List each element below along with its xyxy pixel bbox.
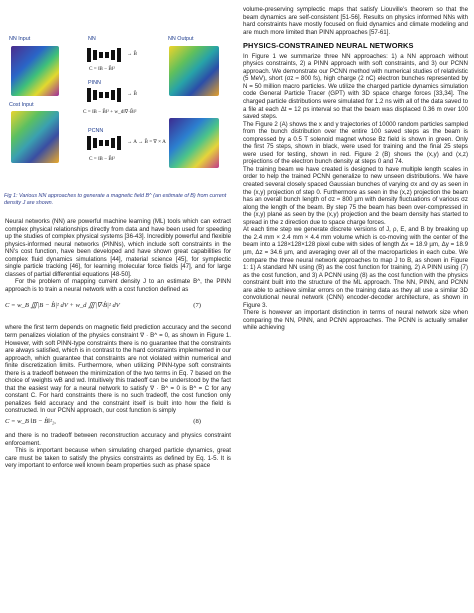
nn-output-label: NN Output <box>168 36 194 42</box>
equation-7-number: (7) <box>193 302 201 310</box>
equation-7 <box>5 294 231 322</box>
pinn-cost-equation: C = ‖B − B̂‖² + w_d‖∇·B̂‖² <box>83 109 137 115</box>
current-density-cube <box>11 46 59 96</box>
pinn-output-arrow: → B̂ <box>127 91 137 97</box>
right-paragraph-5: At each time step we generate discrete versions of J, ρ, E, and B by breaking up the 2.4 mm × 2.4 mm × 4.4 mm volume which is co-moving with the center of the beam into a 128×128×128 pixel cube with sides of length Δx = 18.9 µm, Δy = 18.9 µm, Δz = 34.6 µm, and averaging over all of the macroparticles in each cube. We compare the three neural network approaches to map J to B, as shown in Figure 1: 1) A standard NN using (B) as the cost function for training, 2) A PINN using (7) as the cost function, and 3) A PCNN using (8) as the cost function with the physics constraint built into the structure of the ML approach. The NN, PINN, and PCNN are able to achieve similar errors on the training data as they all use a similar 3D convolutional neural network (CNN) encoder-decoder architecture, as shown in Figure 3. <box>243 226 468 309</box>
equation-7-body: C = w_B ∭|B − B̂|² dV + w_d ∭|∇·B̂|² dV <box>5 302 120 310</box>
left-paragraph-1: Neural networks (NN) are powerful machine learning (ML) tools which can extract complex physical relationships directly from data and have been used for speeding up the studies of complex physical systems [36-43]. Incredibly powerful and flexible physics-informed neural networks (PINNs), which include soft constraints in the NN’s cost function, have been developed and have shown great capabilities for complex fluid dynamics simulations [44], material science [45], for symplectic single particle tracking [46], for learning molecular force fields [47], and for large classes of partial differential equations [48-50]. <box>5 218 231 278</box>
equation-8 <box>5 416 231 430</box>
left-paragraph-4: and there is no tradeoff between reconstruction accuracy and physics constraint enforcement. <box>5 432 231 447</box>
equation-8-number: (8) <box>193 418 201 426</box>
nn-network-icon <box>87 48 123 62</box>
pcnn-cost-equation: C = ‖B − B̂‖² <box>89 156 115 162</box>
magnetic-field-cube <box>169 46 219 96</box>
nn-output-arrow: → B̂ <box>127 51 137 57</box>
equation-8-body: C = w_B ‖B − B̂‖²₂, <box>5 418 56 426</box>
pcnn-curl-map: → A → B̂ = ∇ × A <box>127 139 166 145</box>
nn-cost-equation: C = ‖B − B̂‖² <box>89 66 115 72</box>
right-paragraph-1: volume-preserving symplectic maps that satisfy Liouville’s theorem so that the beam dynamics are self-consistent [51-56]. Results on physics informed NNs with hard constraints have mostly focused on fluid dynamics and climate modeling and are much more limited than PINN approaches [57-61]. <box>243 6 468 36</box>
left-paragraph-2: For the problem of mapping current density J to an estimate B^, the PINN approach is to train a neural network with a cost function defined as <box>5 278 231 293</box>
right-column <box>243 6 468 332</box>
right-paragraph-6: There is however an important distinction in terms of neural network size when comparing the NN, PINN, and PCNN approaches. The PCNN is actually smaller while achieving <box>243 309 468 332</box>
figure-1 <box>5 36 232 192</box>
right-paragraph-4: The training beam we have created is designed to have multiple length scales in order to help the trained PCNN generalize to new unseen distributions. We have created several closely spaced Gaussian bunches of varying σx and σy as seen in the (x,y) projection of step 0. Furthermore as seen in the (x,z) projection the beam has an overall bunch length of σz ≈ 800 µm with density fluctuations of various σz along the length of the beam. By step 75 the beam has been over-compressed in the (x,y) plane as seen by the (x,y) projection and the beam density has started to spread in the z direction due to space charge forces. <box>243 165 468 226</box>
left-column <box>5 218 231 470</box>
nn-label: NN <box>88 36 96 42</box>
pinn-network-icon <box>87 88 123 102</box>
right-paragraph-2: In Figure 1 we summarize three NN approaches: 1) a NN approach without physics constraints, 2) a PINN approach with soft constraints, and 3) our PCNN approach. We demonstrate our PCNN method with numerical studies of relativistic (5 MeV), short (σz ≈ 800 fs), high charge (2 nC) electron bunches represented by N = 50 million macro particles. We utilize the charged particle dynamics simulation code General Particle Tracer (GPT) with 3D space charge forces [33,34]. The charged particle distributions were simulated for 1.2 ns with all of the data saved to a file at each Δt = 12 ps interval so that the beam was displaced 0.36 m over 100 saved steps. <box>243 52 468 121</box>
nn-input-label: NN Input <box>9 36 31 42</box>
cost-input-label: Cost Input <box>9 102 34 108</box>
pcnn-network-icon <box>87 136 123 150</box>
left-paragraph-5: This is important because when simulating charged particle dynamics, great care must be taken to satisfy the physics constraints as defined by Eq. 1-5. It is very important to enforce well known beam properties such as phase space <box>5 447 231 470</box>
right-paragraph-3: The Figure 2 (A) shows the x and y trajectories of 10000 random particles sampled from the bunch distribution over the entire 100 saved steps as the beam is compressed by a 0.5 T solenoid magnet whose Bz field is shown in green. Only the first 75 steps, shown in black, were used for training and the final 25 steps were used for testing, shown in red. Figure 2 (B) shows the (x,y) and (x,z) projections of the electron bunch density at steps 0 and 74. <box>243 120 468 166</box>
pcnn-label: PCNN <box>88 128 104 134</box>
pinn-label: PINN <box>88 80 101 86</box>
figure-caption: Fig 1: Various NN approaches to generate a magnetic field B^ (an estimate of B) from current density J are shown. <box>4 193 227 207</box>
left-paragraph-3: where the first term depends on magnetic field prediction accuracy and the second term penalizes violation of the physics constraint ∇ · B^ = 0, as shown in Figure 1. However, with soft PINN-type constraints there is no guarantee that the constraints are always satisfied, which is in contrast to the hard constraints implemented in our approach, which guarantee that constraints are not violated within numerical and finite discretization limits. Furthermore, when utilizing PINN-type soft constraints there is a tradeoff between the minimization of the two terms in Eq. 7 based on the choice of weights wB and wd. Intuitively this tradeoff can be understood by the fact that the easiest way for a neural network to satisfy ∇ · B^ = 0 is B^ = C for any constant C. For hard constraints there is no such tradeoff, the cost function only penalizes field accuracy and the constraint itself is built into how the field is constructed. In our PCNN approach, our cost function is simply <box>5 324 231 415</box>
section-title: PHYSICS-CONSTRAINED NEURAL NETWORKS <box>243 41 414 51</box>
pcnn-output-cube <box>169 118 219 168</box>
cost-input-cube <box>11 111 59 163</box>
